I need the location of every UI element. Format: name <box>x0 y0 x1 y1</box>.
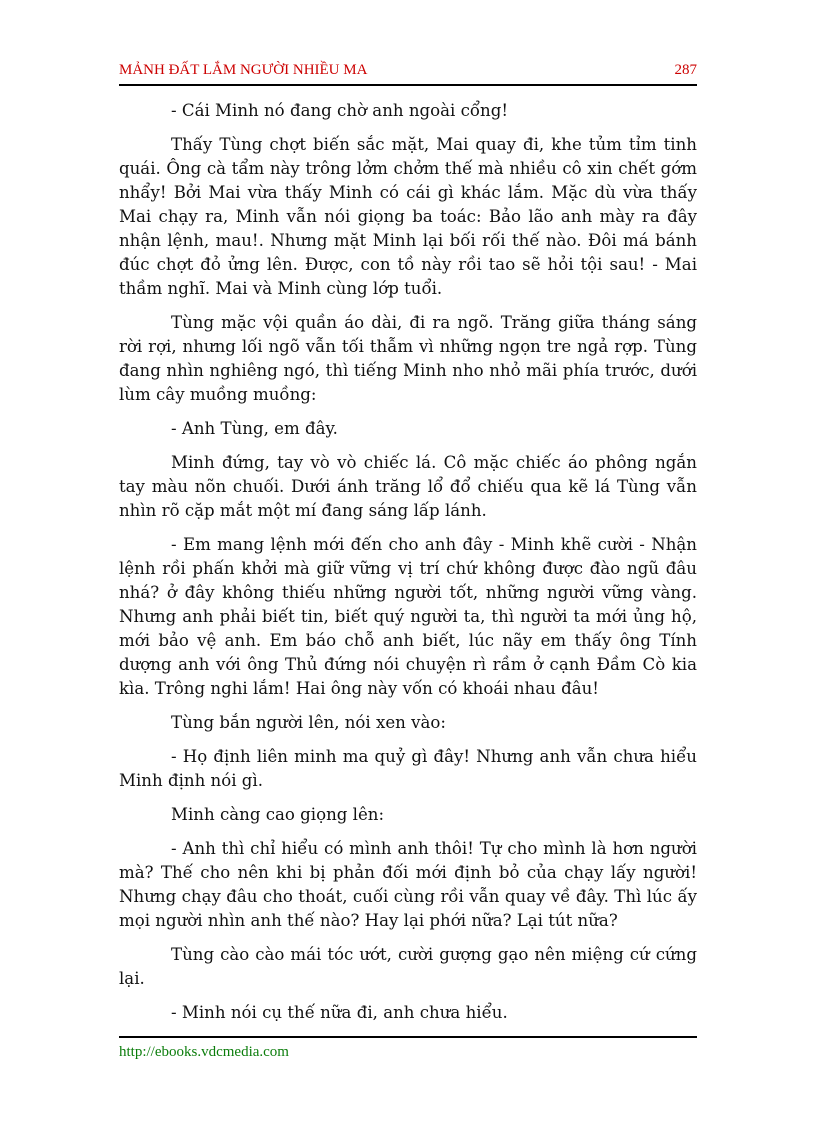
paragraph: Minh càng cao giọng lên: <box>171 805 385 824</box>
page-number: 287 <box>674 62 697 78</box>
book-title: MẢNH ĐẤT LẮM NGƯỜI NHIỀU MA <box>119 62 368 78</box>
paragraph: Tùng mặc vội quần áo dài, đi ra ngõ. Trăng giữa tháng sáng rời rợi, nhưng lối ngõ vẫn tối thẫm vì những ngọn tre ngả rợp. Tùng đang nhìn nghiêng ngó, thì tiếng Minh nho nhỏ mãi phía trước, dưới lùm cây muồng muồng: <box>119 313 697 404</box>
page-header <box>119 62 697 86</box>
paragraph: Thấy Tùng chợt biến sắc mặt, Mai quay đi, khe tủm tỉm tinh quái. Ông cà tẩm này trông lởm chởm thế mà nhiều cô xin chết gớm nhẩy! Bởi Mai vừa thấy Minh có cái gì khác lắm. Mặc dù vừa thấy Mai chạy ra, Minh vẫn nói giọng ba toác: Bảo lão anh mày ra đây nhận lệnh, mau!. Nhưng mặt Minh lại bối rối thế nào. Đôi má bánh đúc chợt đỏ ửng lên. Được, con tồ này rồi tao sẽ hỏi tội sau! - Mai thầm nghĩ. Mai và Minh cùng lớp tuổi. <box>119 135 697 298</box>
footer-url-link[interactable]: http://ebooks.vdcmedia.com <box>119 1044 289 1060</box>
paragraph: Tùng cào cào mái tóc ướt, cười gượng gạo nên miệng cứ cứng lại. <box>119 945 697 988</box>
paragraph: Tùng bắn người lên, nói xen vào: <box>171 713 446 732</box>
paragraph: - Cái Minh nó đang chờ anh ngoài cổng! <box>171 101 509 120</box>
paragraph: - Anh Tùng, em đây. <box>171 419 338 438</box>
paragraph: - Họ định liên minh ma quỷ gì đây! Nhưng anh vẫn chưa hiểu Minh định nói gì. <box>119 747 697 790</box>
paragraph: - Minh nói cụ thế nữa đi, anh chưa hiểu. <box>171 1003 508 1022</box>
paragraph: - Anh thì chỉ hiểu có mình anh thôi! Tự cho mình là hơn người mà? Thế cho nên khi bị phản đối mới định bỏ của chạy lấy người! Nhưng chạy đâu cho thoát, cuối cùng rồi vẫn quay về đây. Thì lúc ấy mọi người nhìn anh thế nào? Hay lại phới nữa? Lại tút nữa? <box>119 839 697 930</box>
paragraph: - Em mang lệnh mới đến cho anh đây - Minh khẽ cười - Nhận lệnh rồi phấn khởi mà giữ vững vị trí chứ không được đào ngũ đâu nhá? ở đây không thiếu những người tốt, những người vững vàng. Nhưng anh phải biết tin, biết quý người ta, thì người ta mới ủng hộ, mới bảo vệ anh. Em báo chỗ anh biết, lúc nãy em thấy ông Tính dượng anh với ông Thủ đứng nói chuyện rì rầm ở cạnh Đầm Cò kia kìa. Trông nghi lắm! Hai ông này vốn có khoái nhau đâu! <box>119 535 697 698</box>
footer-divider <box>119 1036 697 1038</box>
paragraph: Minh đứng, tay vò vò chiếc lá. Cô mặc chiếc áo phông ngắn tay màu nõn chuối. Dưới ánh trăng lổ đổ chiếu qua kẽ lá Tùng vẫn nhìn rõ cặp mắt một mí đang sáng lấp lánh. <box>119 453 697 520</box>
page-body <box>119 99 697 1035</box>
